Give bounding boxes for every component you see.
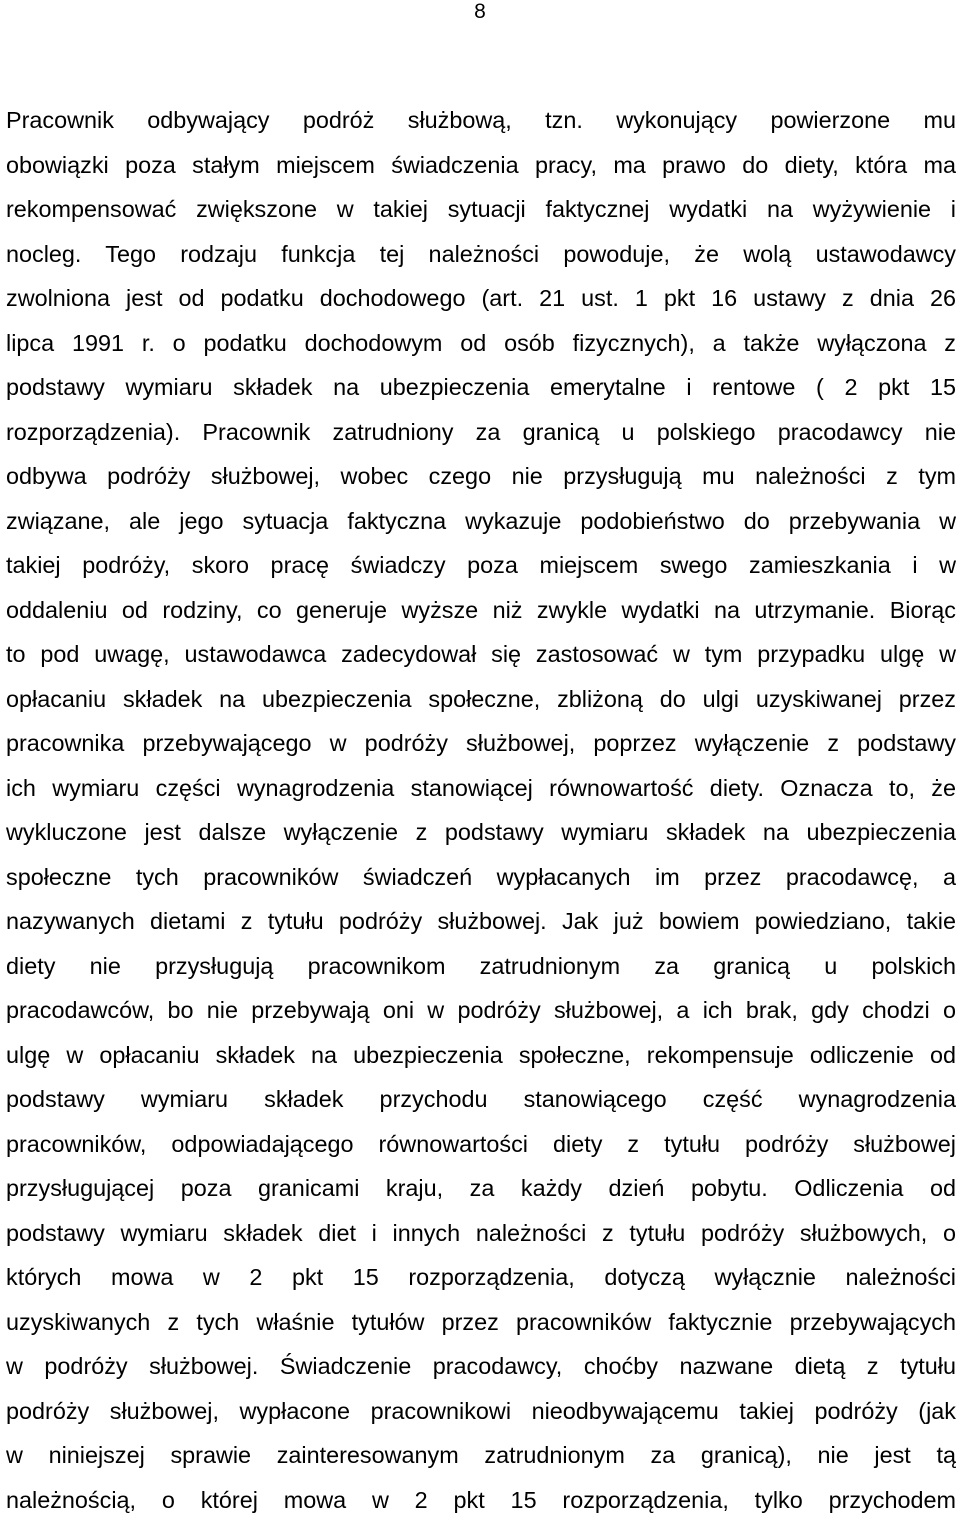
text-line: w podróży służbowej. Świadczenie pracodawcy, choćby nazwane dietą z tytułu — [6, 1344, 956, 1389]
text-line: pracownika przebywającego w podróży służbowej, poprzez wyłączenie z podstawy — [6, 721, 956, 766]
text-line: podróży służbowej, wypłacone pracownikowi nieodbywającemu takiej podróży (jak — [6, 1389, 956, 1434]
text-line: uzyskiwanych z tych właśnie tytułów przez pracowników faktycznie przebywających — [6, 1300, 956, 1345]
text-line: związane, ale jego sytuacja faktyczna wykazuje podobieństwo do przebywania w — [6, 499, 956, 544]
text-line: to pod uwagę, ustawodawca zadecydował się zastosować w tym przypadku ulgę w — [6, 632, 956, 677]
text-line: Pracownik odbywający podróż służbową, tzn. wykonujący powierzone mu — [6, 98, 956, 143]
text-line: ich wymiaru części wynagrodzenia stanowiącej równowartość diety. Oznacza to, że — [6, 766, 956, 811]
text-line: których mowa w 2 pkt 15 rozporządzenia, dotyczą wyłącznie należności — [6, 1255, 956, 1300]
body-text — [6, 98, 956, 1522]
text-line: pracowników, odpowiadającego równowartości diety z tytułu podróży służbowej — [6, 1122, 956, 1167]
text-line: obowiązki poza stałym miejscem świadczenia pracy, ma prawo do diety, która ma — [6, 143, 956, 188]
text-line: wykluczone jest dalsze wyłączenie z podstawy wymiaru składek na ubezpieczenia — [6, 810, 956, 855]
text-line: odbywa podróży służbowej, wobec czego nie przysługują mu należności z tym — [6, 454, 956, 499]
text-line: zwolniona jest od podatku dochodowego (art. 21 ust. 1 pkt 16 ustawy z dnia 26 — [6, 276, 956, 321]
text-line: społeczne tych pracowników świadczeń wypłacanych im przez pracodawcę, a — [6, 855, 956, 900]
text-line: w niniejszej sprawie zainteresowanym zatrudnionym za granicą), nie jest tą — [6, 1433, 956, 1478]
text-line: diety nie przysługują pracownikom zatrudnionym za granicą u polskich — [6, 944, 956, 989]
text-line: podstawy wymiaru składek przychodu stanowiącego część wynagrodzenia — [6, 1077, 956, 1122]
text-line: podstawy wymiaru składek na ubezpieczenia emerytalne i rentowe ( 2 pkt 15 — [6, 365, 956, 410]
text-line: należnością, o której mowa w 2 pkt 15 rozporządzenia, tylko przychodem — [6, 1478, 956, 1522]
text-line: nocleg. Tego rodzaju funkcja tej należności powoduje, że wolą ustawodawcy — [6, 232, 956, 277]
page-number: 8 — [0, 0, 960, 24]
text-line: podstawy wymiaru składek diet i innych należności z tytułu podróży służbowych, o — [6, 1211, 956, 1256]
text-line: ulgę w opłacaniu składek na ubezpieczenia społeczne, rekompensuje odliczenie od — [6, 1033, 956, 1078]
text-line: rozporządzenia). Pracownik zatrudniony za granicą u polskiego pracodawcy nie — [6, 410, 956, 455]
text-line: nazywanych dietami z tytułu podróży służbowej. Jak już bowiem powiedziano, takie — [6, 899, 956, 944]
text-line: przysługującej poza granicami kraju, za każdy dzień pobytu. Odliczenia od — [6, 1166, 956, 1211]
text-line: rekompensować zwiększone w takiej sytuacji faktycznej wydatki na wyżywienie i — [6, 187, 956, 232]
text-line: lipca 1991 r. o podatku dochodowym od osób fizycznych), a także wyłączona z — [6, 321, 956, 366]
text-line: oddaleniu od rodziny, co generuje wyższe niż zwykle wydatki na utrzymanie. Biorąc — [6, 588, 956, 633]
text-line: opłacaniu składek na ubezpieczenia społeczne, zbliżoną do ulgi uzyskiwanej przez — [6, 677, 956, 722]
text-line: takiej podróży, skoro pracę świadczy poza miejscem swego zamieszkania i w — [6, 543, 956, 588]
text-line: pracodawców, bo nie przebywają oni w podróży służbowej, a ich brak, gdy chodzi o — [6, 988, 956, 1033]
